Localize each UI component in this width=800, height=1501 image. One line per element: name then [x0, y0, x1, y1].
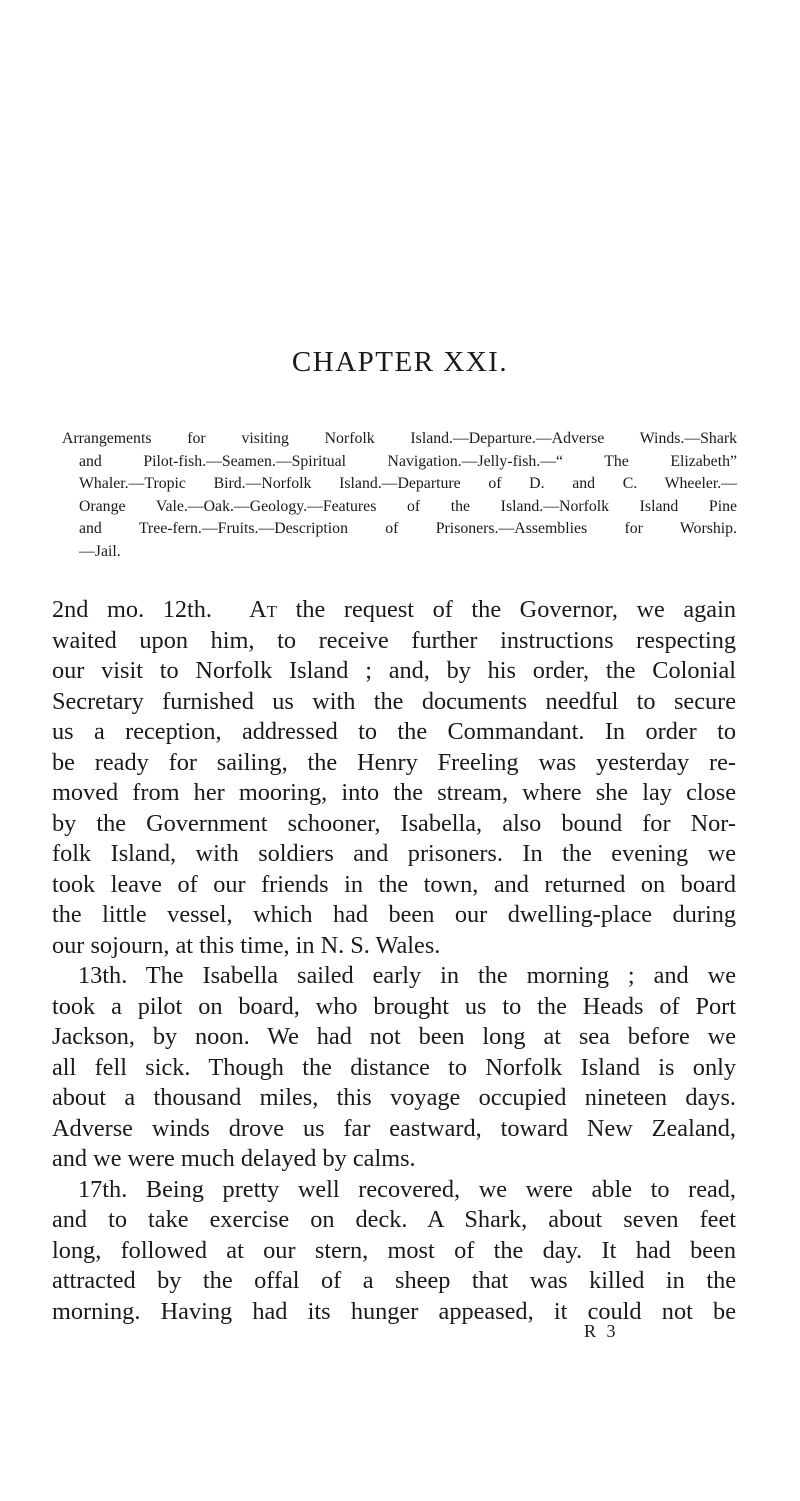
text-line: our sojourn, at this time, in N. S. Wales. [52, 931, 441, 959]
text-line: about a thousand miles, this voyage occupied nineteen days. [52, 1084, 736, 1111]
paragraph-13th [52, 961, 736, 1175]
text-line: waited upon him, to receive further instructions respecting [52, 626, 736, 654]
text-line: moved from her mooring, into the stream, where she lay close [52, 779, 736, 806]
synopsis-line: Orange Vale.—Oak.—Geology.—Features of the Island.—Norfolk Island Pine [79, 497, 737, 515]
text-line: long, followed at our stern, most of the day. It had been [52, 1236, 736, 1264]
text-line: be ready for sailing, the Henry Freeling was yesterday re- [52, 748, 736, 776]
line-remainder: the request of the Governor, we again [277, 596, 736, 623]
body-text [52, 595, 736, 1327]
text-line: and to take exercise on deck. A Shark, about seven feet [52, 1206, 736, 1233]
synopsis-line: and Pilot-fish.—Seamen.—Spiritual Navigation.—Jelly-fish.—“ The Elizabeth” [79, 452, 737, 470]
text-line: Adverse winds drove us far eastward, toward New Zealand, [52, 1114, 736, 1142]
text-line: morning. Having had its hunger appeased, it could not be [52, 1297, 736, 1325]
text-line: our visit to Norfolk Island ; and, by his order, the Colonial [52, 657, 736, 684]
text-line: the little vessel, which had been our dwelling-place during [52, 901, 736, 928]
text-line: took a pilot on board, who brought us to the Heads of Port [52, 992, 736, 1020]
text-line [52, 595, 736, 626]
signature-mark: R 3 [584, 1321, 619, 1341]
text-line: Jackson, by noon. We had not been long at sea before we [52, 1023, 736, 1050]
text-line: and we were much delayed by calms. [52, 1145, 416, 1172]
text-line: by the Government schooner, Isabella, also bound for Nor- [52, 809, 736, 837]
text-line: took leave of our friends in the town, and returned on board [52, 870, 736, 898]
synopsis-line: and Tree-fern.—Fruits.—Description of Prisoners.—Assemblies for Worship. [79, 520, 737, 537]
text-line: folk Island, with soldiers and prisoners. In the evening we [52, 840, 736, 867]
paragraph-feb-12 [52, 595, 736, 961]
chapter-synopsis [62, 428, 737, 563]
text-line: 13th. The Isabella sailed early in the morning ; and we [78, 962, 736, 989]
date-lead: 2nd mo. 12th. [52, 596, 212, 623]
text-line: Secretary furnished us with the documents needful to secure [52, 687, 736, 715]
paragraph-17th [52, 1175, 736, 1328]
text-line: us a reception, addressed to the Commandant. In order to [52, 718, 736, 745]
text-line: attracted by the offal of a sheep that was killed in the [52, 1267, 736, 1294]
text-line: all fell sick. Though the distance to Norfolk Island is only [52, 1053, 736, 1081]
synopsis-line: Arrangements for visiting Norfolk Island.—Departure.—Adverse Winds.—Shark [62, 430, 737, 447]
chapter-title: CHAPTER XXI. [291, 346, 509, 378]
text-line: 17th. Being pretty well recovered, we were able to read, [78, 1175, 736, 1203]
synopsis-line: Whaler.—Tropic Bird.—Norfolk Island.—Departure of D. and C. Wheeler.— [79, 475, 737, 492]
small-caps-word: At [249, 596, 278, 623]
synopsis-line: —Jail. [79, 542, 121, 560]
